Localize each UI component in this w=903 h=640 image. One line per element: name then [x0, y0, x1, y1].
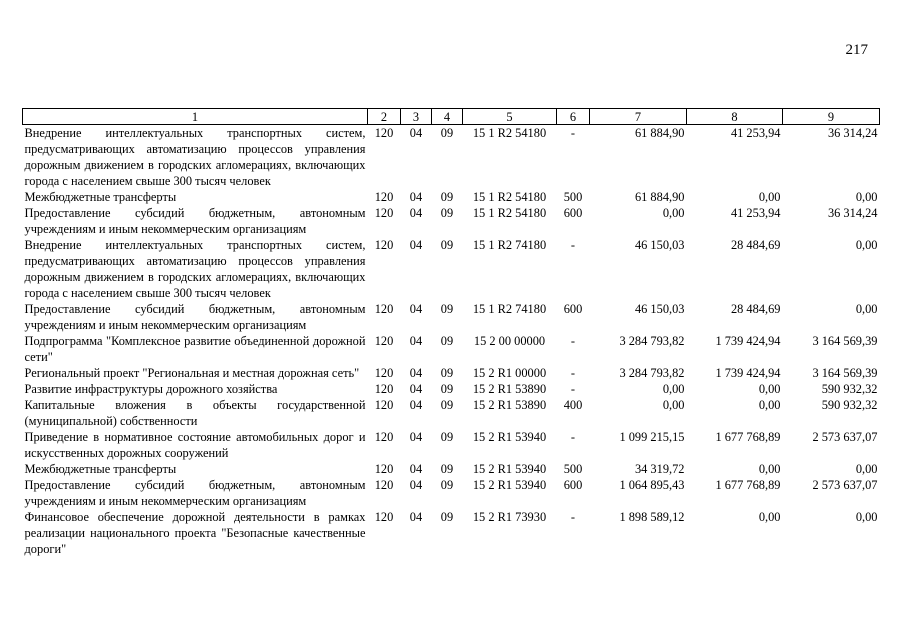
table-row — [23, 189, 880, 205]
cell-ministry-code: 120 — [374, 238, 394, 252]
header-col-5: 5 — [463, 109, 557, 125]
cell-ministry-code: 120 — [374, 430, 394, 444]
header-col-7: 7 — [590, 109, 687, 125]
header-col-2: 2 — [368, 109, 401, 125]
cell-description: Подпрограмма "Комплексное развитие объединенной дорожной сети" — [24, 334, 366, 364]
cell-amount-1: 46 150,03 — [634, 302, 685, 316]
cell-ministry-code: 120 — [374, 334, 394, 348]
cell-amount-3: 2 573 637,07 — [812, 430, 878, 444]
cell-section: 04 — [409, 430, 423, 444]
cell-expense-type: - — [570, 510, 576, 524]
cell-expense-type: 500 — [563, 462, 583, 476]
cell-target-article: 15 1 R2 54180 — [472, 126, 547, 140]
cell-amount-1: 61 884,90 — [634, 190, 685, 204]
cell-amount-3: 2 573 637,07 — [812, 478, 878, 492]
cell-amount-2: 1 677 768,89 — [715, 430, 781, 444]
cell-expense-type: 500 — [563, 190, 583, 204]
cell-description: Межбюджетные трансферты — [24, 462, 177, 476]
table-row — [23, 125, 880, 190]
cell-amount-1: 3 284 793,82 — [619, 334, 685, 348]
cell-expense-type: - — [570, 382, 576, 396]
cell-subsection: 09 — [440, 510, 454, 524]
cell-target-article: 15 1 R2 74180 — [472, 238, 547, 252]
cell-subsection: 09 — [440, 238, 454, 252]
cell-amount-1: 34 319,72 — [634, 462, 685, 476]
cell-amount-3: 0,00 — [855, 238, 878, 252]
cell-target-article: 15 2 R1 53890 — [472, 398, 547, 412]
cell-ministry-code: 120 — [374, 190, 394, 204]
cell-ministry-code: 120 — [374, 478, 394, 492]
cell-amount-1: 1 099 215,15 — [619, 430, 685, 444]
cell-subsection: 09 — [440, 206, 454, 220]
header-col-9: 9 — [783, 109, 880, 125]
table-row — [23, 381, 880, 397]
header-col-4: 4 — [432, 109, 463, 125]
cell-target-article: 15 1 R2 54180 — [472, 206, 547, 220]
cell-subsection: 09 — [440, 190, 454, 204]
cell-subsection: 09 — [440, 478, 454, 492]
page-number: 217 — [845, 42, 868, 58]
cell-subsection: 09 — [440, 126, 454, 140]
table-row — [23, 461, 880, 477]
cell-section: 04 — [409, 366, 423, 380]
cell-amount-2: 0,00 — [758, 382, 781, 396]
cell-target-article: 15 2 00 00000 — [473, 334, 546, 348]
cell-ministry-code: 120 — [374, 126, 394, 140]
table-row — [23, 237, 880, 301]
table-row — [23, 301, 880, 333]
cell-expense-type: - — [570, 238, 576, 252]
cell-amount-3: 3 164 569,39 — [812, 334, 878, 348]
cell-amount-3: 0,00 — [855, 190, 878, 204]
cell-subsection: 09 — [440, 302, 454, 316]
cell-section: 04 — [409, 462, 423, 476]
cell-ministry-code: 120 — [374, 510, 394, 524]
cell-amount-2: 41 253,94 — [730, 206, 781, 220]
cell-expense-type: 400 — [563, 398, 583, 412]
cell-target-article: 15 2 R1 53890 — [472, 382, 547, 396]
cell-description: Внедрение интеллектуальных транспортных систем, предусматривающих автоматизацию процессов управления дорожным движением в городских агломерациях, включающих города с населением свыше 300 тысяч человек — [24, 126, 366, 188]
header-col-3: 3 — [401, 109, 432, 125]
cell-ministry-code: 120 — [374, 398, 394, 412]
cell-amount-2: 28 484,69 — [730, 238, 781, 252]
cell-amount-2: 1 739 424,94 — [715, 366, 781, 380]
cell-description: Межбюджетные трансферты — [24, 190, 177, 204]
cell-description: Региональный проект "Региональная и местная дорожная сеть" — [24, 366, 360, 380]
cell-ministry-code: 120 — [374, 382, 394, 396]
cell-amount-1: 1 898 589,12 — [619, 510, 685, 524]
cell-subsection: 09 — [440, 382, 454, 396]
cell-expense-type: - — [570, 430, 576, 444]
cell-amount-2: 0,00 — [758, 398, 781, 412]
cell-expense-type: 600 — [563, 206, 583, 220]
cell-description: Приведение в нормативное состояние автомобильных дорог и искусственных дорожных сооружений — [24, 430, 366, 460]
cell-target-article: 15 2 R1 73930 — [472, 510, 547, 524]
cell-description: Внедрение интеллектуальных транспортных систем, предусматривающих автоматизацию процессов управления дорожным движением в городских агломерациях, включающих города с населением свыше 300 тысяч человек — [24, 238, 366, 300]
cell-expense-type: - — [570, 366, 576, 380]
table-row — [23, 333, 880, 365]
cell-subsection: 09 — [440, 398, 454, 412]
table-row — [23, 477, 880, 509]
table-row — [23, 205, 880, 237]
cell-target-article: 15 2 R1 00000 — [472, 366, 547, 380]
cell-section: 04 — [409, 478, 423, 492]
cell-amount-1: 46 150,03 — [634, 238, 685, 252]
header-col-1: 1 — [23, 109, 368, 125]
cell-amount-2: 28 484,69 — [730, 302, 781, 316]
cell-amount-1: 0,00 — [662, 206, 685, 220]
cell-amount-3: 590 932,32 — [821, 398, 878, 412]
cell-amount-3: 3 164 569,39 — [812, 366, 878, 380]
cell-subsection: 09 — [440, 366, 454, 380]
cell-amount-3: 36 314,24 — [827, 206, 878, 220]
cell-target-article: 15 2 R1 53940 — [472, 462, 547, 476]
table-row — [23, 509, 880, 557]
cell-description: Капитальные вложения в объекты государственной (муниципальной) собственности — [24, 398, 366, 428]
table-row — [23, 365, 880, 381]
cell-amount-3: 0,00 — [855, 302, 878, 316]
header-row — [23, 109, 880, 125]
cell-expense-type: 600 — [563, 478, 583, 492]
cell-description: Финансовое обеспечение дорожной деятельности в рамках реализации национального проекта "Безопасные качественные дороги" — [24, 510, 366, 556]
cell-target-article: 15 2 R1 53940 — [472, 430, 547, 444]
cell-ministry-code: 120 — [374, 206, 394, 220]
cell-ministry-code: 120 — [374, 302, 394, 316]
cell-amount-1: 0,00 — [662, 382, 685, 396]
cell-amount-3: 0,00 — [855, 510, 878, 524]
cell-amount-1: 1 064 895,43 — [619, 478, 685, 492]
cell-section: 04 — [409, 382, 423, 396]
table-row — [23, 429, 880, 461]
cell-subsection: 09 — [440, 430, 454, 444]
cell-target-article: 15 1 R2 74180 — [472, 302, 547, 316]
cell-amount-3: 36 314,24 — [827, 126, 878, 140]
cell-subsection: 09 — [440, 334, 454, 348]
header-col-6: 6 — [557, 109, 590, 125]
cell-section: 04 — [409, 302, 423, 316]
cell-amount-1: 3 284 793,82 — [619, 366, 685, 380]
cell-ministry-code: 120 — [374, 462, 394, 476]
header-col-8: 8 — [687, 109, 783, 125]
table-body — [23, 125, 880, 558]
cell-target-article: 15 1 R2 54180 — [472, 190, 547, 204]
cell-section: 04 — [409, 238, 423, 252]
cell-section: 04 — [409, 206, 423, 220]
cell-description: Предоставление субсидий бюджетным, автономным учреждениям и иным некоммерческим организациям — [24, 206, 366, 236]
table-row — [23, 397, 880, 429]
cell-amount-2: 1 677 768,89 — [715, 478, 781, 492]
budget-table — [22, 108, 880, 557]
cell-amount-2: 1 739 424,94 — [715, 334, 781, 348]
cell-section: 04 — [409, 510, 423, 524]
cell-expense-type: 600 — [563, 302, 583, 316]
cell-subsection: 09 — [440, 462, 454, 476]
cell-amount-1: 0,00 — [662, 398, 685, 412]
cell-amount-2: 41 253,94 — [730, 126, 781, 140]
cell-expense-type: - — [570, 126, 576, 140]
cell-description: Предоставление субсидий бюджетным, автономным учреждениям и иным некоммерческим организациям — [24, 478, 366, 508]
cell-target-article: 15 2 R1 53940 — [472, 478, 547, 492]
cell-amount-3: 0,00 — [855, 462, 878, 476]
cell-section: 04 — [409, 334, 423, 348]
cell-amount-3: 590 932,32 — [821, 382, 878, 396]
cell-description: Развитие инфраструктуры дорожного хозяйства — [24, 382, 278, 396]
cell-amount-2: 0,00 — [758, 462, 781, 476]
cell-section: 04 — [409, 190, 423, 204]
cell-amount-1: 61 884,90 — [634, 126, 685, 140]
cell-section: 04 — [409, 126, 423, 140]
cell-expense-type: - — [570, 334, 576, 348]
cell-description: Предоставление субсидий бюджетным, автономным учреждениям и иным некоммерческим организациям — [24, 302, 366, 332]
cell-section: 04 — [409, 398, 423, 412]
cell-amount-2: 0,00 — [758, 190, 781, 204]
cell-amount-2: 0,00 — [758, 510, 781, 524]
cell-ministry-code: 120 — [374, 366, 394, 380]
